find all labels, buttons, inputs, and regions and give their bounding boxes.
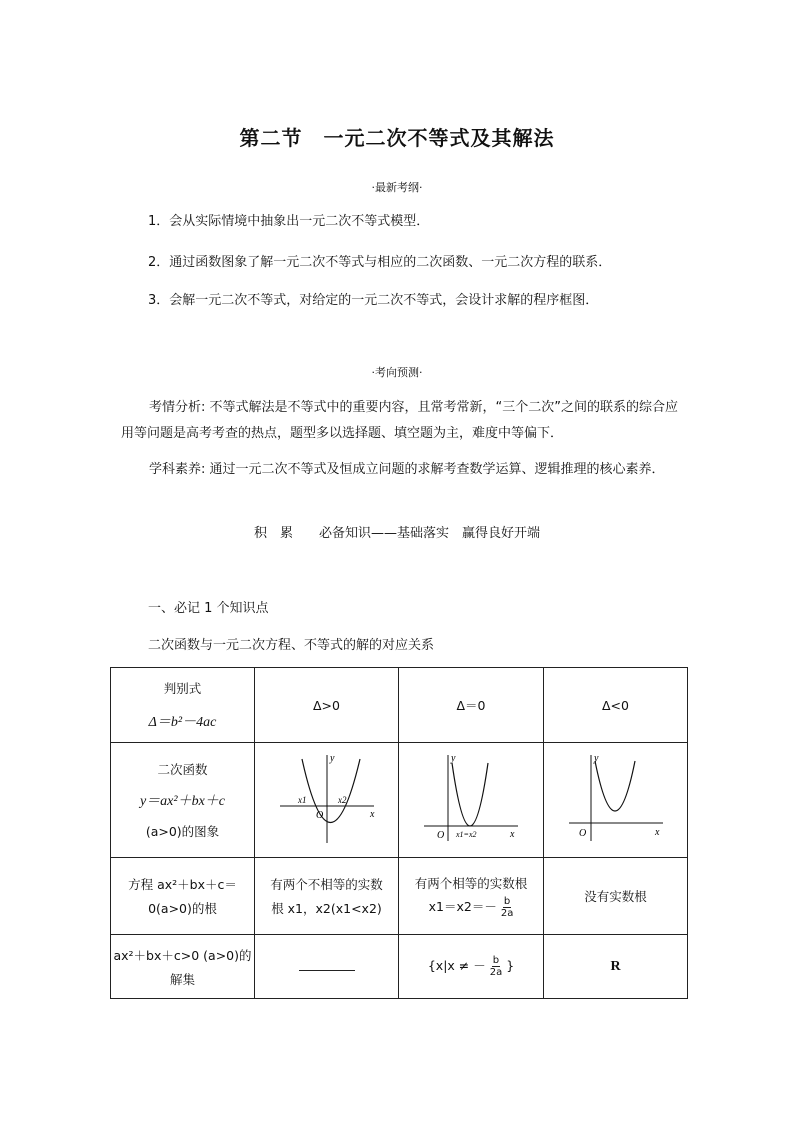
cell-delta-negative (544, 668, 688, 743)
cell-two-roots (255, 858, 399, 935)
row-graph (111, 743, 688, 858)
cell-equation-label (111, 858, 255, 935)
equal-roots-formula (399, 896, 543, 919)
syllabus-item-1: 1．会从实际情境中抽象出一元二次不等式模型． (148, 214, 430, 229)
cell-equal-roots (399, 858, 544, 935)
cell-solution-all-reals (544, 935, 688, 999)
row-solution-set (111, 935, 688, 999)
cell-no-roots (544, 858, 688, 935)
cell-delta-positive (255, 668, 399, 743)
fraction-numerator: b (503, 895, 511, 907)
solution-set-suffix: } (506, 958, 515, 973)
equal-roots-text: 有两个相等的实数根 (414, 875, 528, 891)
answer-blank[interactable] (299, 960, 355, 971)
cell-discriminant-label (111, 668, 255, 743)
x-axis-label: x (369, 809, 374, 820)
fraction-numerator: b (492, 955, 500, 966)
forecast-literacy: 学科素养: 通过一元二次不等式及恒成立问题的求解考查数学运算、逻辑推理的核心素养． (149, 462, 665, 477)
solution-set-prefix: {x|x ≠ － (427, 958, 486, 973)
graph-label-2: y＝ax²＋bx＋c (139, 794, 226, 809)
syllabus-heading: ·最新考纲· (371, 181, 423, 194)
y-axis-label: y (593, 753, 598, 764)
cell-graph-one-root (399, 743, 544, 858)
parabola-curve (595, 761, 635, 811)
equal-roots-prefix: x1＝x2＝－ (428, 898, 497, 914)
delta-positive-label: Δ>0 (313, 697, 340, 713)
solution-set-fraction (490, 955, 503, 978)
solution-label-1: ax²＋bx＋c>0 (a>0)的 (113, 947, 252, 963)
forecast-heading: ·考向预测· (371, 366, 423, 379)
cell-graph-two-roots (255, 743, 399, 858)
graph-label-1: 二次函数 (157, 762, 208, 777)
row-discriminant (111, 668, 688, 743)
cell-solution-blank (255, 935, 399, 999)
cell-graph-label (111, 743, 255, 858)
double-root-label: x1=x2 (456, 830, 477, 839)
page-title: 第二节 一元二次不等式及其解法 (239, 126, 555, 150)
root-x1-label: x1 (297, 795, 306, 805)
forecast-analysis: 考情分析: 不等式解法是不等式中的重要内容，且常考常新，“三个二次”之间的联系的综合应用等问题是高考考查的热点，题型多以选择题、填空题为主，难度中等偏下． (121, 400, 678, 441)
discriminant-label: 判别式 (163, 681, 202, 696)
relation-table (110, 667, 688, 999)
two-roots-text-2: 根 x1，x2(x1<x2) (271, 901, 382, 916)
fraction-denominator: 2a (500, 907, 514, 919)
equal-roots-fraction (501, 896, 514, 919)
delta-zero-label: Δ＝0 (456, 698, 486, 713)
parabola-curve (452, 763, 488, 826)
no-roots-text: 没有实数根 (584, 889, 647, 904)
cell-solution-equal (399, 935, 544, 999)
cell-graph-no-root (544, 743, 688, 858)
x-axis-label: x (654, 827, 659, 838)
y-axis-label: y (329, 753, 334, 764)
solution-label-2: 解集 (169, 971, 195, 987)
row-equation-roots (111, 858, 688, 935)
syllabus-item-3: 3．会解一元二次不等式，对给定的一元二次不等式，会设计求解的程序框图． (148, 293, 599, 308)
parabola-two-roots-graph (272, 751, 382, 846)
origin-label: O (315, 810, 323, 821)
origin-label: O (578, 828, 586, 839)
parabola-no-root-graph (561, 751, 671, 846)
x-axis-label: x (510, 829, 515, 840)
origin-label: O (437, 830, 445, 841)
two-roots-text-1: 有两个不相等的实数 (270, 877, 383, 892)
parabola-curve (302, 759, 360, 823)
all-reals-label: R (610, 959, 621, 974)
knowledge-subheading: 二次函数与一元二次方程、不等式的解的对应关系 (148, 638, 435, 653)
root-x2-label: x2 (337, 795, 346, 805)
equation-label-2: 0(a>0)的根 (148, 901, 217, 916)
graph-label-3: (a>0)的图象 (145, 824, 220, 839)
fraction-denominator: 2a (489, 967, 503, 978)
y-axis-label: y (451, 753, 456, 764)
knowledge-heading: 一、必记 1 个知识点 (148, 601, 269, 616)
cell-solution-label (111, 935, 255, 999)
cell-delta-zero (399, 668, 544, 743)
syllabus-item-2: 2．通过函数图象了解一元二次不等式与相应的二次函数、一元二次方程的联系． (148, 255, 612, 270)
section-banner: 积 累 必备知识——基础落实 赢得良好开端 (253, 526, 540, 541)
delta-negative-label: Δ<0 (602, 697, 629, 713)
equation-label-1: 方程 ax²＋bx＋c＝ (128, 877, 237, 892)
discriminant-formula: Δ＝b²－4ac (148, 715, 217, 730)
parabola-one-root-graph (416, 751, 526, 846)
